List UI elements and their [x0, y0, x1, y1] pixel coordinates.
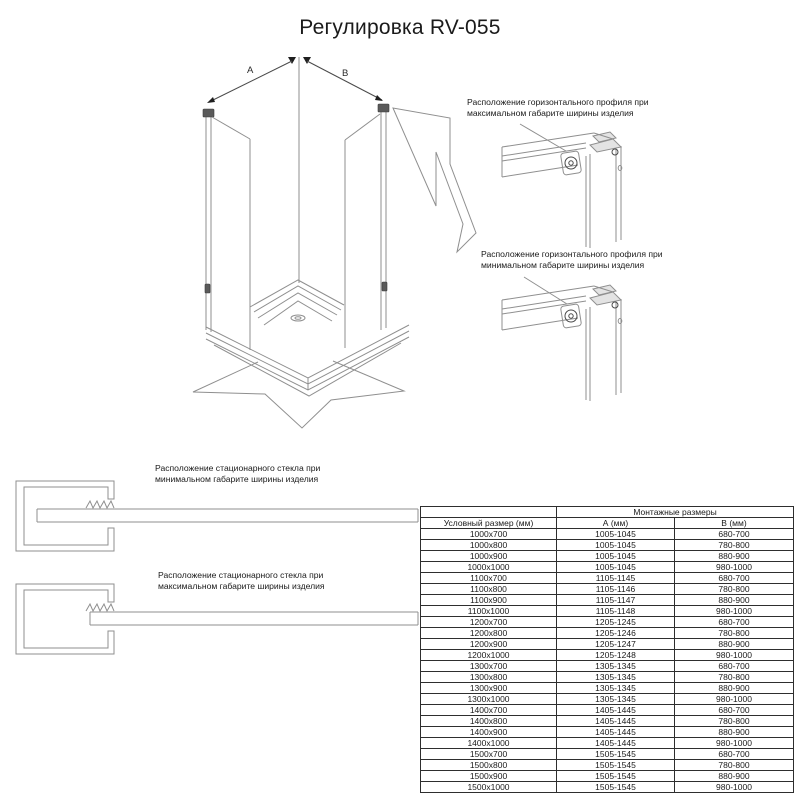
table-header-b: В (мм): [675, 518, 794, 529]
table-header-size: Условный размер (мм): [421, 518, 557, 529]
callout-profile-min: Расположение горизонтального профиля при минимальном габарите ширины изделия: [481, 249, 663, 270]
table-cell: 1300x700: [421, 661, 557, 672]
table-cell: 1405-1445: [557, 738, 675, 749]
table-cell: 1100x700: [421, 573, 557, 584]
table-cell: 1500x1000: [421, 782, 557, 793]
callout-glass-max: Расположение стационарного стекла при максимальном габарите ширины изделия: [158, 570, 325, 591]
size-table-body: [421, 529, 794, 793]
table-cell: 680-700: [675, 529, 794, 540]
table-cell: 1100x800: [421, 584, 557, 595]
table-cell: 1005-1045: [557, 562, 675, 573]
table-cell: 880-900: [675, 727, 794, 738]
table-cell: 780-800: [675, 672, 794, 683]
table-row: [421, 595, 794, 606]
table-row: [421, 639, 794, 650]
table-row: [421, 573, 794, 584]
table-row: [421, 705, 794, 716]
section-glass-max-drawing: [16, 584, 418, 654]
table-cell: 680-700: [675, 573, 794, 584]
table-header-empty-cell: [421, 507, 557, 518]
table-cell: 1205-1247: [557, 639, 675, 650]
callout-profile-max: Расположение горизонтального профиля при максимальном габарите ширины изделия: [467, 97, 649, 118]
table-row: [421, 694, 794, 705]
table-cell: 680-700: [675, 617, 794, 628]
table-header-group: Монтажные размеры: [557, 507, 794, 518]
table-row: [421, 540, 794, 551]
table-cell: 1200x700: [421, 617, 557, 628]
table-cell: 680-700: [675, 661, 794, 672]
table-cell: 1300x1000: [421, 694, 557, 705]
gasket-icon: [86, 501, 114, 508]
table-row: [421, 749, 794, 760]
table-cell: 1305-1345: [557, 683, 675, 694]
leader-line-min: [524, 277, 567, 304]
table-row: [421, 760, 794, 771]
table-cell: 1505-1545: [557, 782, 675, 793]
table-cell: 1400x1000: [421, 738, 557, 749]
table-cell: 1105-1147: [557, 595, 675, 606]
table-cell: 780-800: [675, 540, 794, 551]
table-cell: 1400x800: [421, 716, 557, 727]
table-cell: 1300x900: [421, 683, 557, 694]
table-header-row: [421, 507, 794, 518]
table-cell: 780-800: [675, 760, 794, 771]
table-cell: 880-900: [675, 683, 794, 694]
table-cell: 1105-1145: [557, 573, 675, 584]
table-cell: 680-700: [675, 749, 794, 760]
table-cell: 1200x1000: [421, 650, 557, 661]
table-cell: 980-1000: [675, 606, 794, 617]
table-cell: 1305-1345: [557, 694, 675, 705]
table-cell: 1105-1146: [557, 584, 675, 595]
callout-glass-min: Расположение стационарного стекла при минимальном габарите ширины изделия: [155, 463, 321, 484]
table-cell: 1200x800: [421, 628, 557, 639]
hinge-bracket-left-icon: [203, 109, 214, 117]
table-cell: 1005-1045: [557, 529, 675, 540]
table-cell: 1000x800: [421, 540, 557, 551]
hinge-bracket-right-icon: [378, 104, 389, 112]
table-cell: 880-900: [675, 595, 794, 606]
table-cell: 980-1000: [675, 562, 794, 573]
table-cell: 1005-1045: [557, 551, 675, 562]
table-cell: 880-900: [675, 551, 794, 562]
table-row: [421, 716, 794, 727]
table-row: [421, 606, 794, 617]
table-header-a: А (мм): [557, 518, 675, 529]
table-row: [421, 661, 794, 672]
joint-detail-min-drawing: [502, 285, 622, 401]
table-cell: 1000x700: [421, 529, 557, 540]
shower-tray: [250, 280, 344, 325]
table-cell: 1005-1045: [557, 540, 675, 551]
table-cell: 1205-1248: [557, 650, 675, 661]
table-cell: 1305-1345: [557, 672, 675, 683]
table-cell: 1100x900: [421, 595, 557, 606]
table-row: [421, 551, 794, 562]
table-cell: 1000x1000: [421, 562, 557, 573]
table-row: [421, 562, 794, 573]
table-cell: 780-800: [675, 628, 794, 639]
leader-line-max: [520, 124, 566, 151]
table-cell: 1500x700: [421, 749, 557, 760]
table-row: [421, 771, 794, 782]
table-cell: 1205-1246: [557, 628, 675, 639]
table-cell: 1500x800: [421, 760, 557, 771]
joint-detail-max-drawing: [502, 132, 622, 248]
table-cell: 980-1000: [675, 782, 794, 793]
table-cell: 1000x900: [421, 551, 557, 562]
table-cell: 1100x1000: [421, 606, 557, 617]
page-title: Регулировка RV-055: [299, 16, 501, 39]
table-cell: 1405-1445: [557, 727, 675, 738]
table-row: [421, 683, 794, 694]
table-cell: 980-1000: [675, 650, 794, 661]
table-cell: 1300x800: [421, 672, 557, 683]
dimension-b: [303, 57, 383, 101]
table-row: [421, 650, 794, 661]
table-cell: 980-1000: [675, 694, 794, 705]
dimension-a: [207, 57, 296, 103]
arrow-to-glass-sections-icon: [193, 361, 404, 428]
dimension-a-label: A: [247, 65, 254, 76]
table-cell: 780-800: [675, 584, 794, 595]
table-cell: 1405-1445: [557, 716, 675, 727]
table-cell: 1500x900: [421, 771, 557, 782]
table-row: [421, 782, 794, 793]
table-cell: 1505-1545: [557, 749, 675, 760]
drain-icon: [291, 315, 305, 321]
table-cell: 1400x700: [421, 705, 557, 716]
table-row: [421, 727, 794, 738]
enclosure-isometric-drawing: [203, 57, 409, 396]
table-row: [421, 529, 794, 540]
table-cell: 1105-1148: [557, 606, 675, 617]
table-cell: 1200x900: [421, 639, 557, 650]
table-row: [421, 584, 794, 595]
table-row: [421, 738, 794, 749]
table-cell: 680-700: [675, 705, 794, 716]
table-cell: 1505-1545: [557, 760, 675, 771]
table-cell: 780-800: [675, 716, 794, 727]
table-cell: 880-900: [675, 771, 794, 782]
table-cell: 1205-1245: [557, 617, 675, 628]
table-row: [421, 628, 794, 639]
table-cell: 1305-1345: [557, 661, 675, 672]
table-header-row: [421, 518, 794, 529]
table-cell: 980-1000: [675, 738, 794, 749]
table-row: [421, 672, 794, 683]
arrow-to-profile-details-icon: [393, 108, 476, 252]
section-glass-min-drawing: [16, 481, 418, 551]
table-cell: 880-900: [675, 639, 794, 650]
table-row: [421, 617, 794, 628]
dimension-b-label: B: [342, 68, 349, 79]
size-table: [420, 506, 794, 793]
screw-icon: [569, 161, 573, 165]
table-cell: 1405-1445: [557, 705, 675, 716]
table-cell: 1505-1545: [557, 771, 675, 782]
gasket-icon: [86, 604, 114, 611]
table-cell: 1400x900: [421, 727, 557, 738]
